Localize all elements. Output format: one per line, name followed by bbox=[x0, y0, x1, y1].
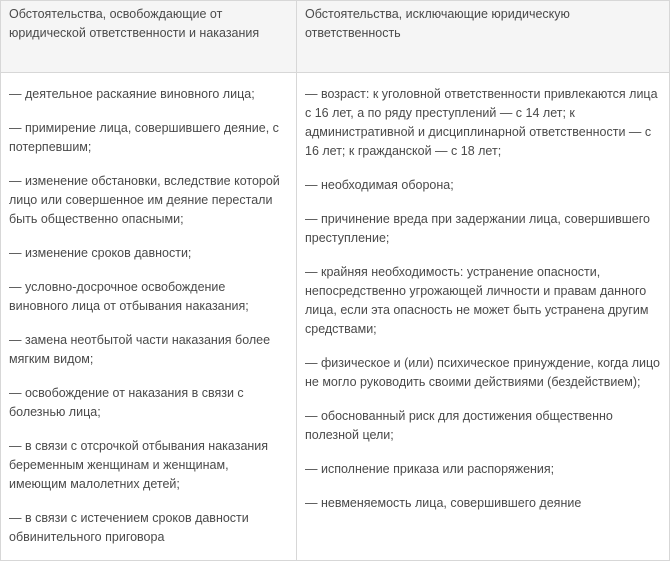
list-item: — в связи с истечением сроков давности обвинительного приговора bbox=[9, 511, 249, 544]
header-left: Обстоятельства, освобождающие от юридической ответственности и наказания bbox=[1, 1, 297, 73]
body-row bbox=[1, 73, 670, 561]
list-item: — причинение вреда при задержании лица, совершившего преступление; bbox=[305, 212, 650, 245]
list-item: — деятельное раскаяние виновного лица; bbox=[9, 87, 255, 101]
list-item: — крайняя необходимость: устранение опасности, непосредственно угрожающей личности и правам данного лица, если эта опасность не может быть устранена другим средствами; bbox=[305, 265, 649, 336]
list-item: — условно-досрочное освобождение виновного лица от отбывания наказания; bbox=[9, 280, 249, 313]
list-item: — замена неотбытой части наказания более мягким видом; bbox=[9, 333, 271, 366]
header-right: Обстоятельства, исключающие юридическую ответственность bbox=[297, 1, 670, 73]
list-item: — обоснованный риск для достижения общественно полезной цели; bbox=[305, 409, 613, 442]
list-item: — физическое и (или) психическое принуждение, когда лицо не могло руководить своими действиями (бездействием); bbox=[305, 356, 661, 389]
list-item: — изменение сроков давности; bbox=[9, 246, 192, 260]
list-item: — невменяемость лица, совершившего деяние bbox=[305, 496, 582, 510]
list-item: — освобождение от наказания в связи с болезнью лица; bbox=[9, 386, 244, 419]
list-item: — изменение обстановки, вследствие которой лицо или совершенное им деяние перестали быть общественно опасными; bbox=[9, 174, 280, 226]
list-item: — примирение лица, совершившего деяние, с потерпевшим; bbox=[9, 121, 279, 154]
header-row bbox=[1, 1, 670, 73]
list-item: — в связи с отсрочкой отбывания наказания беременным женщинам и женщинам, имеющим малолетних детей; bbox=[9, 439, 269, 491]
list-item: — исполнение приказа или распоряжения; bbox=[305, 462, 555, 476]
right-column bbox=[297, 73, 670, 561]
left-column bbox=[1, 73, 297, 561]
list-item: — необходимая оборона; bbox=[305, 178, 454, 192]
list-item: — возраст: к уголовной ответственности привлекаются лица с 16 лет, а по ряду преступлений — с 14 лет; к административной и дисциплинарной ответственности — с 16 лет; к гражданской — с 18 лет; bbox=[305, 87, 658, 158]
